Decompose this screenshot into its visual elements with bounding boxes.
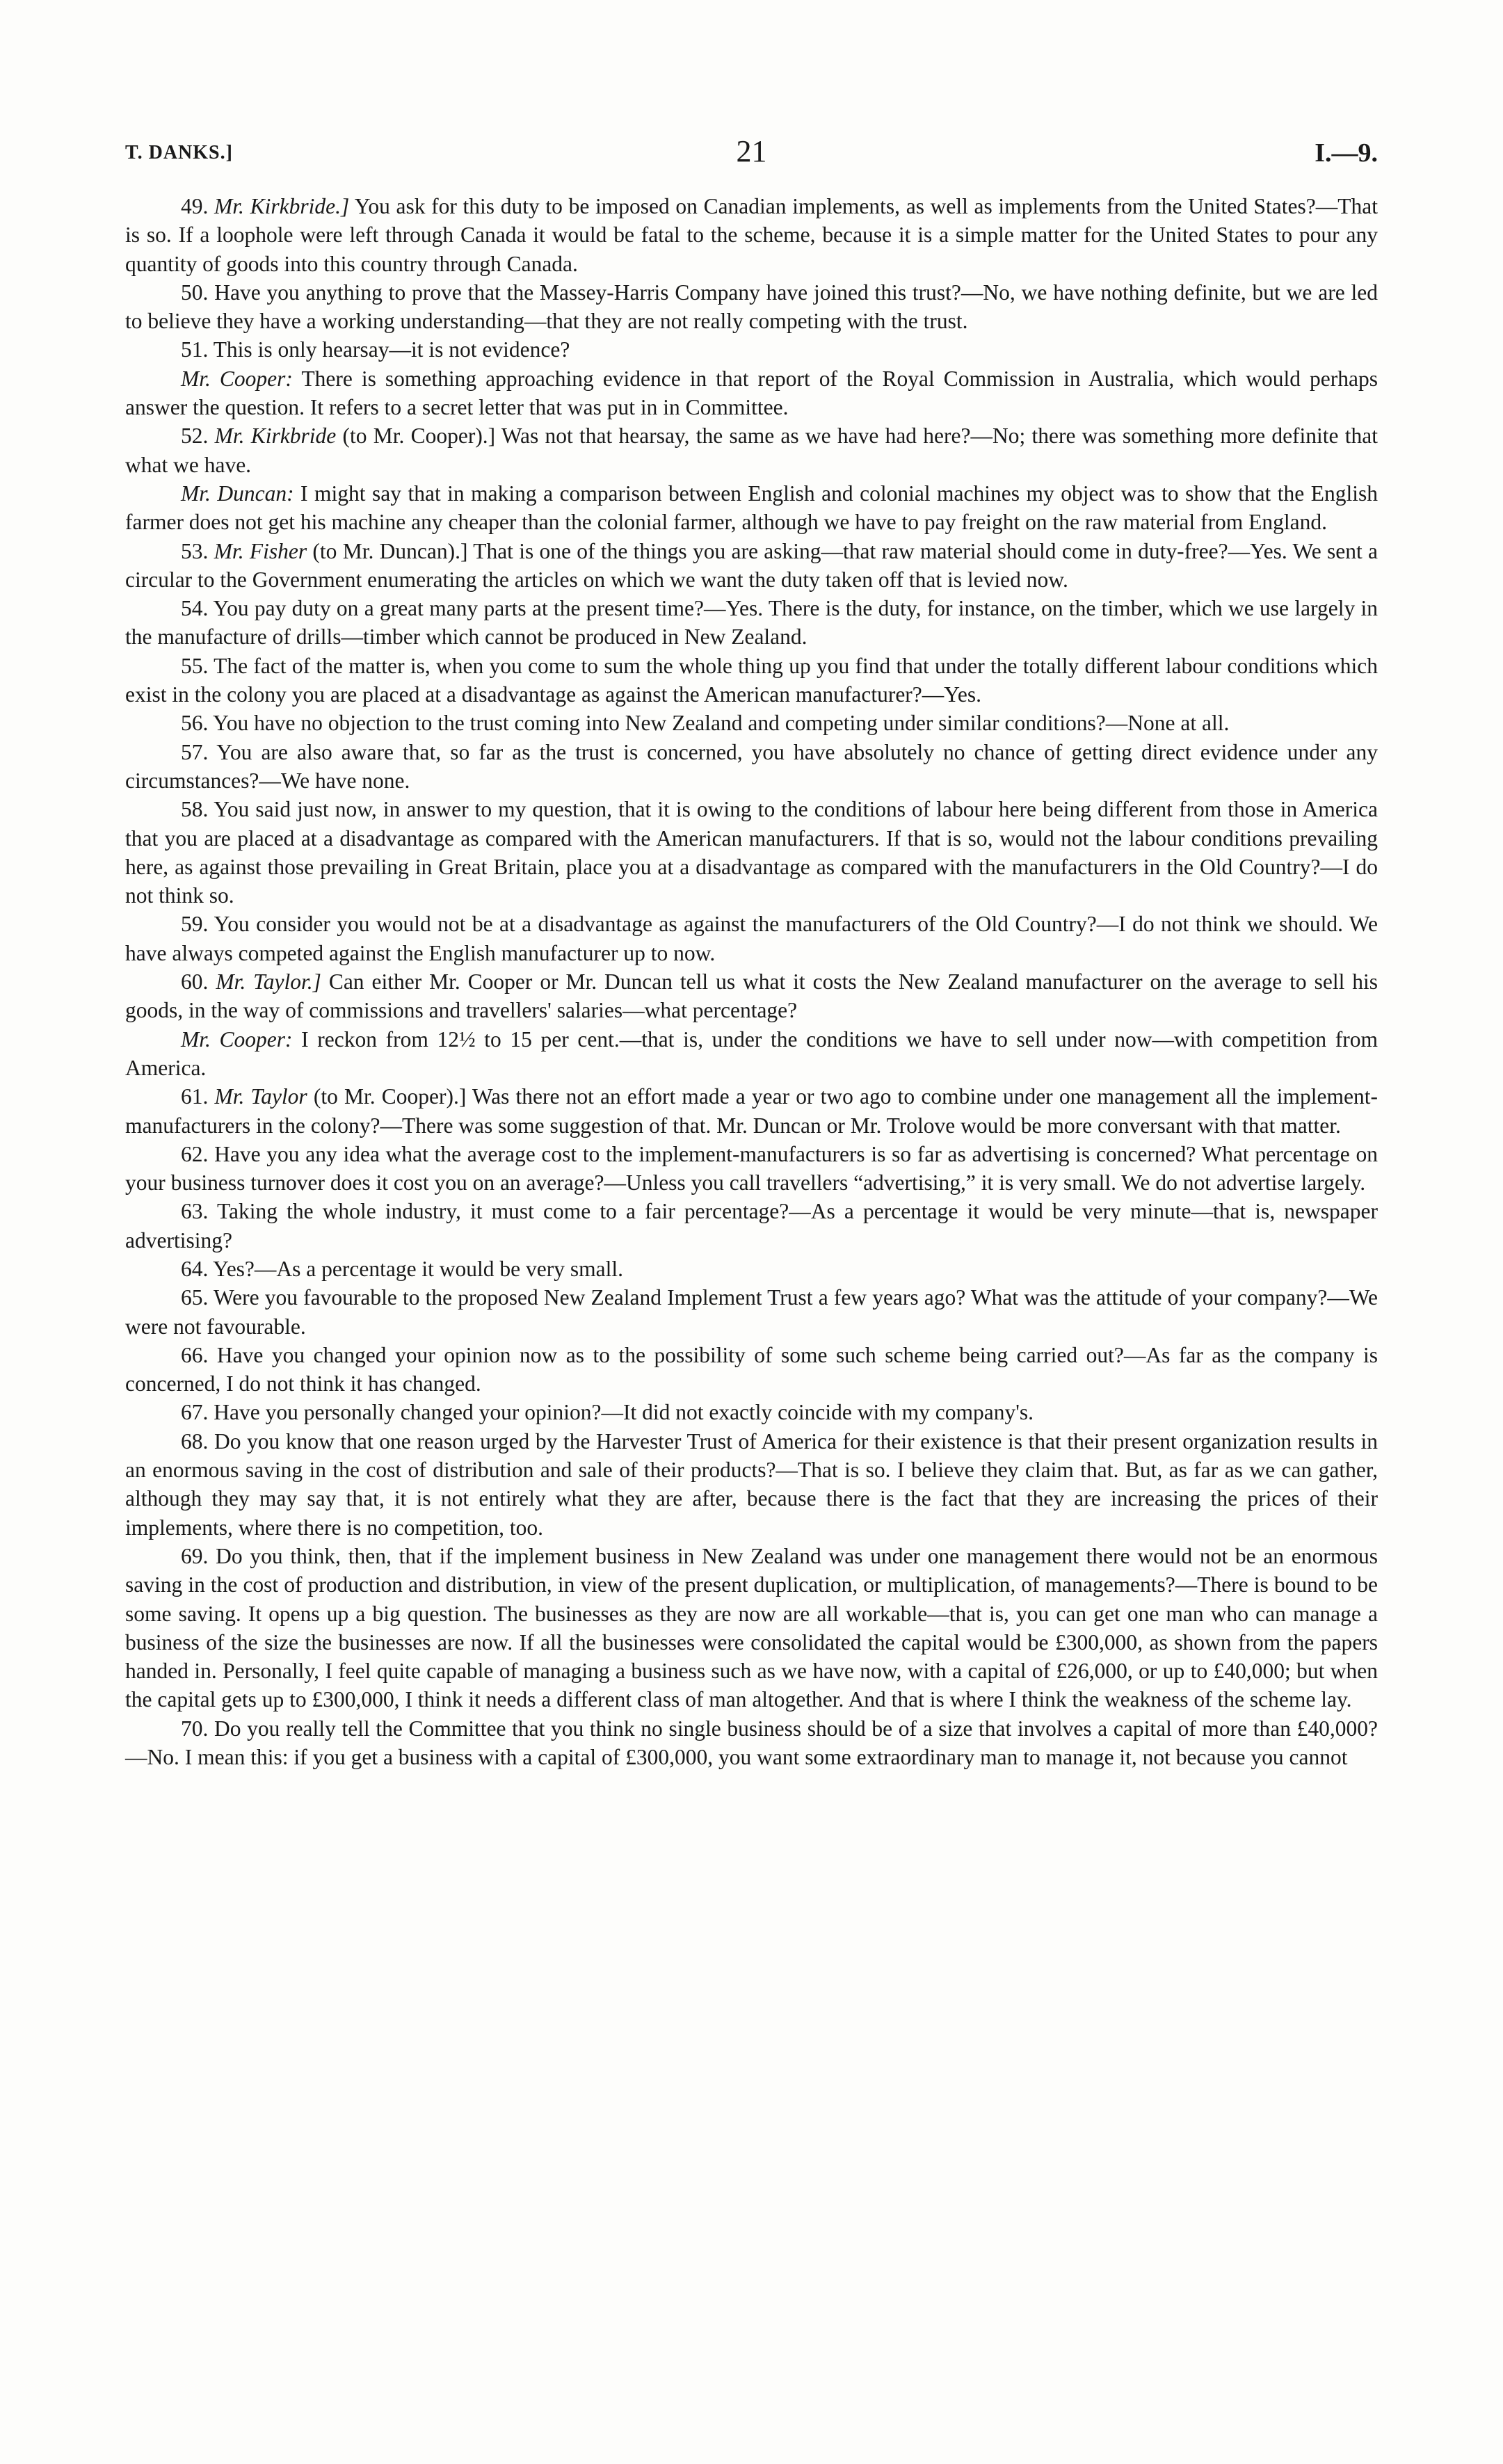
question-number: 70. — [181, 1716, 209, 1741]
paragraph-59 — [125, 910, 1378, 967]
speaker: Mr. Duncan: — [181, 481, 294, 506]
paragraph-67 — [125, 1398, 1378, 1426]
paragraph-52 — [125, 421, 1378, 479]
paragraph-text: You ask for this duty to be imposed on Canadian implements, as well as implements from the United States?—That is so. If a loophole were left through Canada it would be fatal to the scheme, because it is a simple matter for the United States to pour any quantity of goods into this country through Canada. — [125, 194, 1378, 276]
paragraph-53 — [125, 537, 1378, 595]
paragraph-63 — [125, 1197, 1378, 1255]
paragraph-text: You are also aware that, so far as the trust is concerned, you have absolutely no chance of getting direct evidence under any circumstances?—We have none. — [125, 739, 1378, 793]
paragraph-text: I might say that in making a comparison between English and colonial machines my object was to show that the English farmer does not get his machine any cheaper than the colonial farmer, although we have to pay freight on the raw material from England. — [125, 481, 1378, 535]
paragraph-text: Taking the whole industry, it must come to a fair percentage?—As a percentage it would be very minute—that is, newspaper advertising? — [125, 1199, 1378, 1253]
paragraph-68 — [125, 1427, 1378, 1542]
paragraph-duncan-1 — [125, 479, 1378, 537]
paragraph-text: Do you know that one reason urged by the Harvester Trust of America for their existence is that their present organization results in an enormous saving in the cost of distribution and sale of their products?—That is so. I believe they claim that. But, as far as we can gather, although they may say that, it is not entirely what they are after, because there is the fact that they are increasing the prices of their implements, where there is no competition, too. — [125, 1428, 1378, 1540]
paragraph-text: I reckon from 12½ to 15 per cent.—that is, under the conditions we have to sell under now—with competition from America. — [125, 1026, 1378, 1080]
paragraph-61 — [125, 1082, 1378, 1140]
paragraph-70 — [125, 1714, 1378, 1772]
question-number: 49. — [181, 194, 209, 218]
paragraph-50 — [125, 278, 1378, 336]
paragraph-text: You have no objection to the trust coming into New Zealand and competing under similar conditions?—None at all. — [213, 711, 1230, 736]
question-number: 52. — [181, 424, 209, 449]
paragraph-58 — [125, 795, 1378, 910]
paragraph-54 — [125, 594, 1378, 652]
paragraph-text: Have you any idea what the average cost to the implement-manufacturers is so far as advertising is concerned? What percentage on your business turnover does it cost you on an average?—Unless you call travellers “advertising,” it is very small. We do not advertise largely. — [125, 1141, 1379, 1195]
question-number: 50. — [181, 280, 209, 305]
page-number: 21 — [736, 134, 767, 168]
paragraph-text: This is only hearsay—it is not evidence? — [213, 337, 570, 362]
paragraph-cooper-2 — [125, 1025, 1378, 1083]
paragraph-56 — [125, 709, 1378, 737]
paragraph-49 — [125, 192, 1378, 278]
question-number: 66. — [181, 1342, 209, 1367]
paragraph-text: Have you changed your opinion now as to the possibility of some such scheme being carried out?—As far as the company is concerned, I do not think it has changed. — [125, 1342, 1378, 1396]
paragraph-text: Were you favourable to the proposed New Zealand Implement Trust a few years ago? What was the attitude of your company?—We were not favourable. — [125, 1285, 1379, 1339]
question-number: 68. — [181, 1428, 209, 1454]
paragraph-66 — [125, 1341, 1378, 1399]
paragraph-text: (to Mr. Cooper).] Was there not an effort made a year or two ago to combine under one management all the implement-manufacturers in the colony?—There was some suggestion of that. Mr. Duncan or Mr. Trolove would be more conversant with that matter. — [125, 1084, 1378, 1138]
question-number: 60. — [181, 969, 209, 995]
paper-reference: I.—9. — [1315, 138, 1378, 168]
question-number: 56. — [181, 711, 209, 736]
question-number: 61. — [181, 1084, 209, 1109]
question-number: 67. — [181, 1400, 209, 1425]
question-number: 69. — [181, 1543, 209, 1568]
speaker: Mr. Taylor.] — [216, 969, 321, 995]
paragraph-text: Yes?—As a percentage it would be very small. — [213, 1256, 623, 1281]
speaker: Mr. Kirkbride — [214, 424, 337, 449]
speaker: Mr. Kirkbride.] — [214, 194, 350, 218]
paragraph-text: Can either Mr. Cooper or Mr. Duncan tell us what it costs the New Zealand manufacturer on the average to sell his goods, in the way of commissions and travellers' salaries—what percentage? — [125, 969, 1379, 1023]
question-number: 63. — [181, 1199, 209, 1224]
paragraph-text: Have you anything to prove that the Massey-Harris Company have joined this trust?—No, we have nothing definite, but we are led to believe they have a working understanding—that they are not really competing with the trust. — [125, 280, 1379, 334]
speaker: Mr. Cooper: — [181, 366, 293, 391]
paragraph-text: Do you really tell the Committee that you think no single business should be of a size that involves a capital of more than £40,000?—No. I mean this: if you get a business with a capital of £300,000, you want some extraordinary man to manage it, not because you cannot — [125, 1716, 1378, 1770]
paragraph-60 — [125, 967, 1378, 1025]
question-number: 57. — [181, 739, 209, 764]
paragraph-text: Have you personally changed your opinion?—It did not exactly coincide with my company's. — [214, 1400, 1034, 1425]
question-number: 51. — [181, 337, 209, 362]
question-number: 58. — [181, 797, 209, 822]
question-number: 53. — [181, 538, 209, 563]
paragraph-51 — [125, 335, 1378, 364]
page-header — [125, 134, 1378, 175]
paragraph-65 — [125, 1283, 1378, 1341]
paragraph-62 — [125, 1140, 1378, 1198]
question-number: 62. — [181, 1141, 209, 1166]
speaker: Mr. Taylor — [214, 1084, 307, 1109]
paragraph-text: You said just now, in answer to my question, that it is owing to the conditions of labour here being different from those in America that you are placed at a disadvantage as compared with the American manufacturers. If that is so, would not the labour conditions prevailing here, as against those prevailing in Great Britain, place you at a disadvantage as compared with the manufacturers in the Old Country?—I do not think so. — [125, 797, 1378, 908]
speaker: Mr. Fisher — [214, 538, 307, 563]
question-number: 65. — [181, 1285, 209, 1310]
witness-name: T. DANKS.] — [125, 142, 233, 163]
evidence-body — [125, 192, 1378, 1771]
paragraph-text: The fact of the matter is, when you come to sum the whole thing up you find that under the totally different labour conditions which exist in the colony you are placed at a disadvantage as against the American manufacturer?—Yes. — [125, 653, 1378, 707]
speaker: Mr. Cooper: — [181, 1026, 293, 1052]
paragraph-text: Do you think, then, that if the implement business in New Zealand was under one management there would not be an enormous saving in the cost of production and distribution, in view of the present duplication, or multiplication, of managements?—There is bound to be some saving. It opens up a big question. The businesses as they are now are all workable—that is, you can get one man who can manage a business of the size the businesses are now. If all the businesses were consolidated the capital would be £300,000, as shown from the papers handed in. Personally, I feel quite capable of managing a business such as we have now, with a capital of £26,000, or up to £40,000; but when the capital gets up to £300,000, I think it needs a different class of man altogether. And that is where I think the weakness of the scheme lay. — [125, 1543, 1379, 1712]
paragraph-text: You consider you would not be at a disadvantage as against the manufacturers of the Old Country?—I do not think we should. We have always competed against the English manufacturer up to now. — [125, 912, 1378, 965]
paragraph-text: (to Mr. Cooper).] Was not that hearsay, the same as we have had here?—No; there was something more definite that what we have. — [125, 424, 1379, 477]
question-number: 59. — [181, 912, 209, 937]
paragraph-57 — [125, 738, 1378, 796]
question-number: 54. — [181, 596, 209, 621]
paragraph-64 — [125, 1255, 1378, 1283]
question-number: 64. — [181, 1256, 209, 1281]
paragraph-69 — [125, 1542, 1378, 1714]
paragraph-text: You pay duty on a great many parts at the present time?—Yes. There is the duty, for instance, on the timber, which we use largely in the manufacture of drills—timber which cannot be produced in New Zealand. — [125, 596, 1378, 650]
paragraph-55 — [125, 652, 1378, 709]
paragraph-text: There is something approaching evidence in that report of the Royal Commission in Australia, which would perhaps answer the question. It refers to a secret letter that was put in in Committee. — [125, 366, 1378, 420]
question-number: 55. — [181, 653, 209, 678]
paragraph-cooper-1 — [125, 364, 1378, 422]
paragraph-text: (to Mr. Duncan).] That is one of the things you are asking—that raw material should come in duty-free?—Yes. We sent a circular to the Government enumerating the articles on which we want the duty taken off that is levied now. — [125, 538, 1379, 592]
